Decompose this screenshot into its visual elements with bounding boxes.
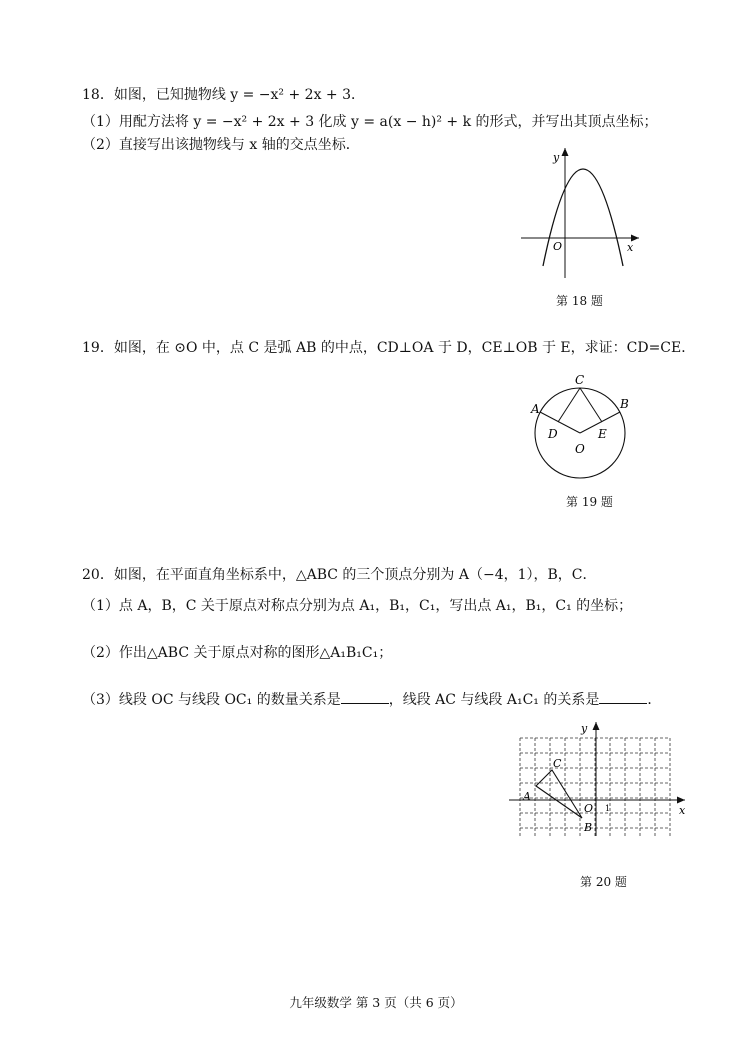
q20-y-arrow-icon	[593, 722, 600, 730]
q20-part3-end: ．	[647, 692, 662, 708]
q20-answer-blank-1	[341, 691, 389, 704]
q18-y-arrow-icon	[562, 148, 569, 156]
q19-figure	[525, 372, 635, 487]
q18-caption: 第 18 题	[556, 294, 603, 308]
q19-segment-CE	[580, 388, 602, 422]
q20-part2: （2）作出△ABC 关于原点对称的图形△A₁B₁C₁；	[82, 645, 393, 661]
q20-figure	[505, 718, 690, 838]
q19-label-B: B	[620, 397, 629, 411]
q19-segment-CD	[558, 388, 580, 422]
q20-stem: 20．如图，在平面直角坐标系中，△ABC 的三个顶点分别为 A（−4，1），B，C．	[82, 567, 597, 583]
q20-part3-a: （3）线段 OC 与线段 OC₁ 的数量关系是	[82, 692, 341, 708]
q19-label-C: C	[575, 373, 585, 387]
q19-segment-OA	[540, 412, 580, 433]
q20-x-label: x	[679, 804, 686, 817]
q20-answer-blank-2	[599, 691, 647, 704]
q20-y-label: y	[581, 722, 588, 735]
q20-grid	[520, 738, 670, 838]
q20-triangle-ABC	[536, 770, 582, 818]
q20-part1: （1）点 A，B，C 关于原点对称点分别为点 A₁，B₁，C₁，写出点 A₁，B₁，C₁ 的坐标；	[82, 598, 633, 614]
q19-caption: 第 19 题	[566, 495, 613, 509]
q18-part2: （2）直接写出该抛物线与 x 轴的交点坐标．	[82, 137, 360, 153]
q20-part3	[82, 691, 661, 709]
q18-figure	[515, 142, 645, 282]
page-footer: 九年级数学 第 3 页（共 6 页）	[289, 995, 463, 1010]
q18-y-label: y	[553, 151, 560, 164]
q18-stem: 18．如图，已知抛物线 y = −x² + 2x + 3．	[82, 87, 366, 103]
q18-part1: （1）用配方法将 y = −x² + 2x + 3 化成 y = a(x − h)² + k 的形式，并写出其顶点坐标；	[82, 114, 658, 130]
q20-label-A: A	[523, 790, 531, 803]
q18-x-label: x	[627, 241, 634, 254]
q19-label-D: D	[548, 427, 558, 441]
q19-stem: 19．如图，在 ⊙O 中，点 C 是弧 AB 的中点，CD⊥OA 于 D，CE⊥OB 于 E，求证：CD=CE．	[82, 340, 696, 356]
q20-tick-label-1: 1	[605, 804, 611, 813]
q20-label-C: C	[553, 757, 562, 770]
q18-origin-label: O	[553, 240, 563, 253]
q20-part3-b: ，线段 AC 与线段 A₁C₁ 的关系是	[388, 692, 600, 708]
q20-x-arrow-icon	[677, 797, 685, 804]
q19-label-A: A	[531, 402, 540, 416]
q20-origin-label: O	[584, 802, 594, 815]
q19-label-E: E	[598, 427, 607, 441]
q20-label-B: B	[584, 821, 593, 834]
q20-caption: 第 20 题	[580, 875, 627, 889]
q19-label-O: O	[575, 442, 585, 456]
